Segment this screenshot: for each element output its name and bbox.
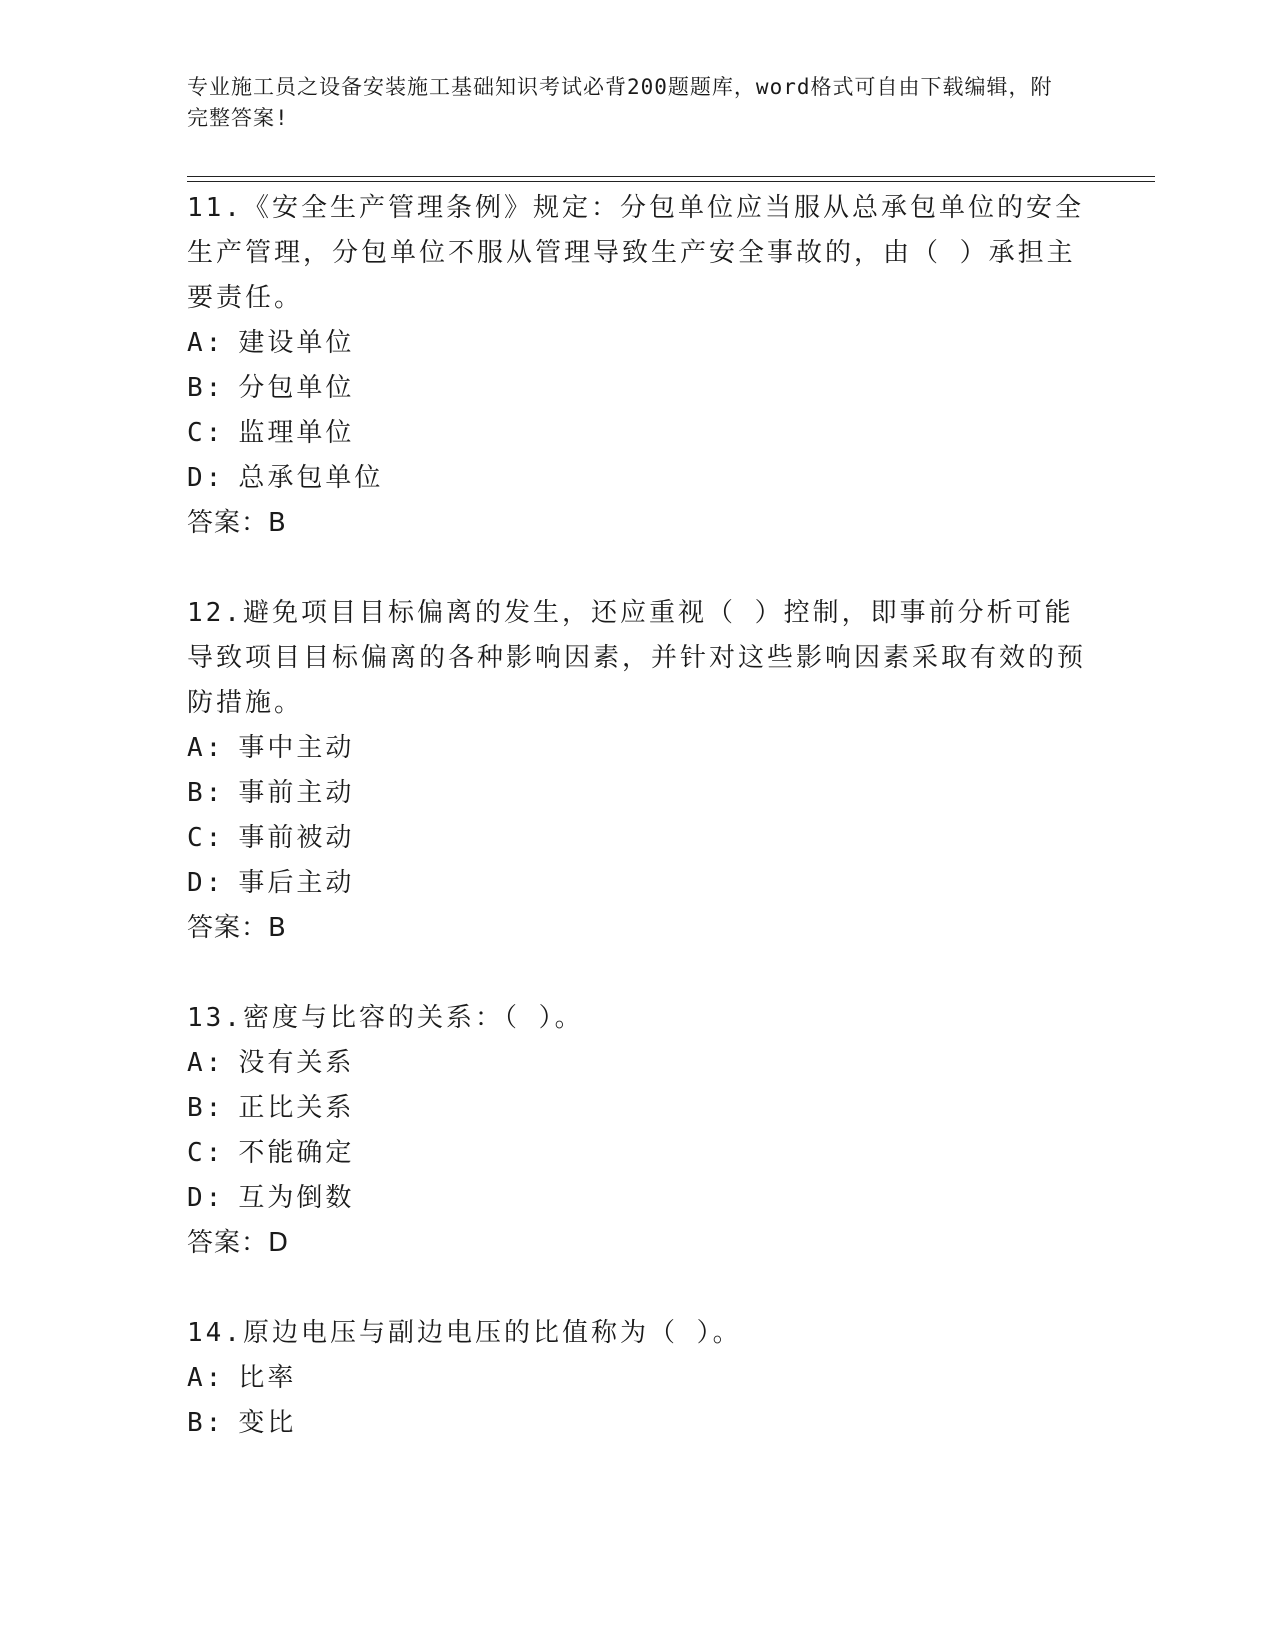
option-d <box>187 1176 1087 1221</box>
answer: 答案：B <box>187 913 287 943</box>
option-label: A: <box>187 1363 225 1393</box>
option-text: 不能确定 <box>238 1138 355 1168</box>
question-stem: 12.避免项目目标偏离的发生，还应重视（ ）控制，即事前分析可能导致项目目标偏离的各种影响因素，并针对这些影响因素采取有效的预防措施。 <box>187 598 1087 718</box>
option-text: 总承包单位 <box>238 463 384 493</box>
option-b <box>187 1086 1087 1131</box>
option-label: A: <box>187 328 225 358</box>
option-a <box>187 726 1087 771</box>
option-text: 互为倒数 <box>238 1183 355 1213</box>
header-rule-bottom <box>187 181 1155 182</box>
option-text: 没有关系 <box>238 1048 355 1078</box>
option-label: D: <box>187 868 225 898</box>
option-c <box>187 411 1087 456</box>
option-b <box>187 771 1087 816</box>
option-text: 正比关系 <box>238 1093 355 1123</box>
option-label: B: <box>187 778 225 808</box>
question-stem: 14.原边电压与副边电压的比值称为（ ）。 <box>187 1318 742 1348</box>
option-text: 变比 <box>238 1408 297 1438</box>
question-stem: 13.密度与比容的关系：（ ）。 <box>187 1003 584 1033</box>
question-13 <box>187 996 1087 1266</box>
option-b <box>187 1401 1087 1446</box>
option-text: 监理单位 <box>238 418 355 448</box>
question-stem: 11.《安全生产管理条例》规定：分包单位应当服从总承包单位的安全生产管理，分包单位不服从管理导致生产安全事故的，由（ ）承担主要责任。 <box>187 193 1084 313</box>
option-c <box>187 1131 1087 1176</box>
option-label: C: <box>187 418 225 448</box>
option-label: C: <box>187 823 225 853</box>
document-header: 专业施工员之设备安装施工基础知识考试必背200题题库，word格式可自由下载编辑，附完整答案! <box>187 75 1053 130</box>
question-12 <box>187 591 1087 951</box>
option-d <box>187 456 1087 501</box>
option-label: A: <box>187 1048 225 1078</box>
option-label: C: <box>187 1138 225 1168</box>
option-text: 事后主动 <box>238 868 355 898</box>
question-11 <box>187 186 1087 546</box>
option-b <box>187 366 1087 411</box>
option-label: B: <box>187 1408 225 1438</box>
option-d <box>187 861 1087 906</box>
option-a <box>187 1356 1087 1401</box>
option-c <box>187 816 1087 861</box>
question-14 <box>187 1311 1087 1446</box>
answer: 答案：D <box>187 1228 290 1258</box>
option-label: D: <box>187 1183 225 1213</box>
option-label: D: <box>187 463 225 493</box>
option-a <box>187 321 1087 366</box>
option-label: A: <box>187 733 225 763</box>
option-text: 事中主动 <box>238 733 355 763</box>
option-text: 事前主动 <box>238 778 355 808</box>
option-text: 建设单位 <box>238 328 355 358</box>
option-label: B: <box>187 1093 225 1123</box>
option-label: B: <box>187 373 225 403</box>
option-a <box>187 1041 1087 1086</box>
option-text: 事前被动 <box>238 823 355 853</box>
header-rule-top <box>187 176 1155 177</box>
option-text: 比率 <box>238 1363 297 1393</box>
answer: 答案：B <box>187 508 287 538</box>
option-text: 分包单位 <box>238 373 355 403</box>
